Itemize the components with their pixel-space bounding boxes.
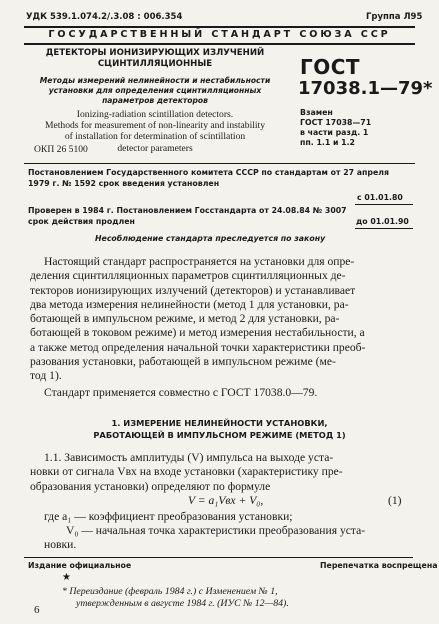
intro-line: тод 1).	[30, 369, 62, 383]
udk-code: УДК 539.1.074.2/.3.08 : 006.354	[26, 12, 183, 22]
revision-line-1: Проверен в 1984 г. Постановлением Госстандарта от 24.08.84 № 3007	[28, 206, 347, 215]
intro-line: деления сцинтилляционных параметров сцинтилляционных де-	[30, 269, 346, 283]
clause-1-1	[30, 451, 422, 494]
title-en-line-1: Ionizing-radiation scintillation detectors.	[76, 109, 234, 120]
applied-with: Стандарт применяется совместно с ГОСТ 17038.0—79.	[44, 386, 318, 399]
effective-date: с 01.01.80	[357, 193, 403, 202]
subtitle-ru-line-2: установки для определения сцинтилляционных	[48, 86, 262, 95]
date-underline-1	[355, 204, 413, 205]
intro-line: два метода измерения нелинейности (метод 1 для установки, ра-	[30, 297, 349, 311]
intro-line: ботающей в токовом режиме) и метод измерения нестабильности, а	[30, 326, 365, 340]
section-heading-line-2: РАБОТАЮЩЕЙ В ИМПУЛЬСНОМ РЕЖИМЕ (МЕТОД 1)	[93, 430, 346, 440]
resolution-line-2: 1979 г. № 1592 срок введения установлен	[28, 179, 220, 188]
title-ru-line-1: ДЕТЕКТОРЫ ИОНИЗИРУЮЩИХ ИЗЛУЧЕНИЙ	[45, 48, 265, 58]
title-en-line-4: detector parameters	[117, 142, 193, 154]
footer-rule	[24, 557, 413, 558]
clause-line: новки от сигнала Vвх на входе установки (характеристику пре-	[30, 465, 343, 479]
replaces-line-4: пп. 1.1 и 1.2	[300, 138, 355, 147]
where-line-1: где a₁ — коэффициент преобразования установки;	[44, 510, 293, 523]
where-line-2: V₀ — начальная точка характеристики преобразования уста-	[66, 524, 366, 537]
gost-block	[298, 55, 433, 148]
date-underline-2	[355, 228, 413, 229]
intro-paragraph	[30, 255, 420, 384]
intro-line: Настоящий стандарт распространяется на установки для опре-	[44, 255, 355, 268]
banner-rule	[24, 43, 415, 45]
reprint-prohibited: Перепечатка воспрещена	[320, 561, 438, 570]
page-number: 6	[34, 604, 40, 616]
top-rule	[24, 26, 415, 28]
replaces-line-2: ГОСТ 17038—71	[300, 118, 372, 127]
intro-line: ботающей в импульсном режиме, и метод 2 для установки, ра-	[30, 312, 340, 326]
law-warning: Несоблюдение стандарта преследуется по закону	[95, 234, 326, 243]
title-block	[26, 48, 284, 154]
subtitle-ru-line-1: Методы измерений нелинейности и нестабильности	[39, 76, 271, 85]
intro-line: текторов ионизирующих излучений (детекторов) и устанавливает	[30, 283, 356, 297]
group-code: Группа Л95	[366, 12, 423, 22]
revision-line-2: срок действия продлен	[28, 217, 135, 226]
gost-label: ГОСТ	[300, 55, 361, 79]
formula-number: (1)	[388, 494, 402, 507]
formula: V = a₁Vвх + V₀,	[188, 494, 264, 507]
official-edition: Издание официальное	[28, 561, 132, 570]
intro-line: разования установки, работающей в импульсном режиме (ме-	[30, 355, 336, 369]
standard-banner: ГОСУДАРСТВЕННЫЙ СТАНДАРТ СОЮЗА ССР	[48, 29, 391, 40]
title-en-line-2: Methods for measurement of non-linearity and instability	[44, 120, 266, 132]
extended-date: до 01.01.90	[356, 217, 409, 226]
title-ru-line-2: СЦИНТИЛЛЯЦИОННЫЕ	[97, 59, 213, 69]
reissue-note-1: * Переиздание (февраль 1984 г.) с Изменением № 1,	[62, 586, 278, 597]
replaces-line-3: в части разд. 1	[300, 128, 369, 137]
star-icon: ★	[62, 572, 71, 583]
reissue-note-2: утвержденным в августе 1984 г. (ИУС № 12—84).	[76, 598, 289, 609]
where-line-3: новки.	[44, 538, 77, 551]
gost-number: 17038.1—79*	[298, 78, 433, 99]
section-heading-line-1: 1. ИЗМЕРЕНИЕ НЕЛИНЕЙНОСТИ УСТАНОВКИ,	[111, 418, 328, 428]
intro-line: а также метод определения начальной точки характеристики преоб-	[30, 340, 366, 354]
clause-line: 1.1. Зависимость амплитуды (V) импульса на выходе уста-	[44, 451, 334, 464]
title-en-line-3: of installation for determination of scintillation	[64, 131, 246, 143]
resolution-line-1: Постановлением Государственного комитета СССР по стандартам от 27 апреля	[28, 168, 390, 177]
replaces-line-1: Взамен	[300, 108, 333, 117]
subtitle-ru-line-3: параметров детекторов	[102, 96, 208, 105]
clause-line: образования установки) определяют по формуле	[30, 479, 271, 493]
okp-code: ОКП 26 5100	[34, 144, 88, 155]
resolution-top-rule	[24, 163, 415, 164]
